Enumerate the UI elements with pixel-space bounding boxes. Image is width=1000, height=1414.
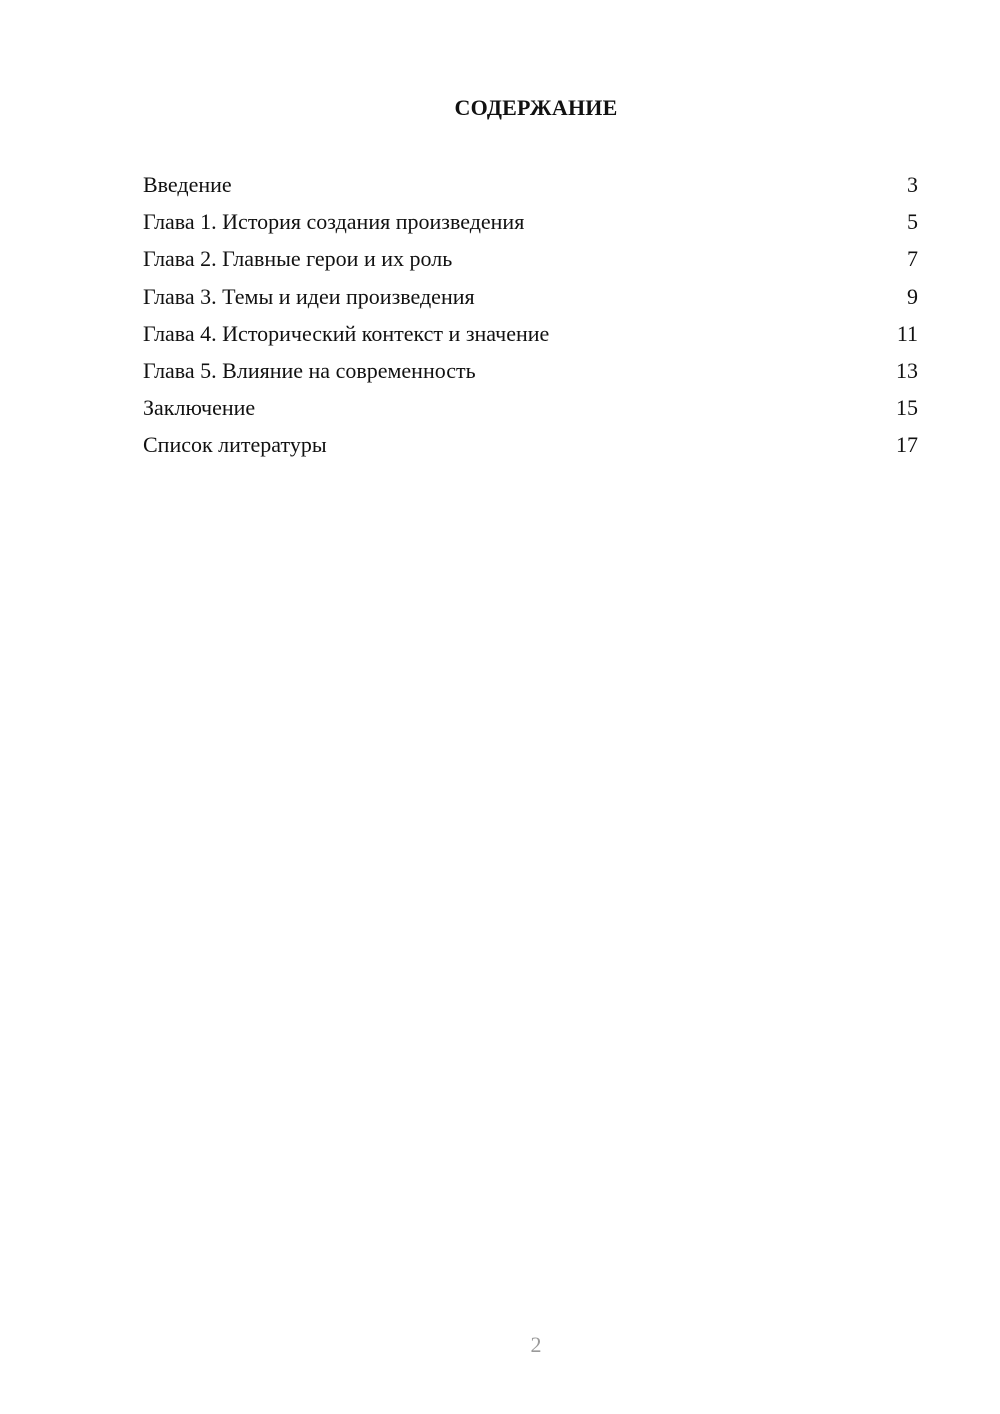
toc-entry-page: 7 bbox=[907, 246, 918, 272]
toc-entry-title: Заключение bbox=[143, 395, 256, 421]
toc-entry-chapter-5 bbox=[143, 356, 918, 393]
toc-entry-title: Глава 4. Исторический контекст и значение bbox=[143, 320, 550, 346]
table-of-contents bbox=[143, 170, 918, 468]
toc-entry-page: 9 bbox=[907, 283, 918, 309]
toc-entry-chapter-2 bbox=[143, 244, 918, 281]
toc-entry-chapter-1 bbox=[143, 207, 918, 244]
toc-entry-page: 5 bbox=[907, 209, 918, 235]
toc-entry-title: Глава 1. История создания произведения bbox=[143, 209, 525, 235]
toc-entry-page: 11 bbox=[896, 320, 918, 346]
toc-entry-bibliography bbox=[143, 430, 918, 467]
toc-entry-title: Введение bbox=[143, 172, 232, 197]
toc-entry-title: Глава 2. Главные герои и их роль bbox=[143, 246, 453, 272]
toc-entry-title: Глава 3. Темы и идеи произведения bbox=[143, 283, 475, 309]
toc-entry-page: 17 bbox=[896, 432, 918, 458]
toc-entry-chapter-3 bbox=[143, 282, 918, 319]
toc-entry-title: Список литературы bbox=[143, 432, 327, 458]
toc-entry-title: Глава 5. Влияние на современность bbox=[143, 357, 476, 383]
toc-entry-conclusion bbox=[143, 393, 918, 430]
toc-entry-page: 13 bbox=[896, 357, 918, 383]
toc-entry-chapter-4 bbox=[143, 319, 918, 356]
page-number: 2 bbox=[530, 1332, 542, 1357]
toc-entry-page: 15 bbox=[896, 395, 918, 421]
toc-entry-introduction bbox=[143, 170, 918, 207]
toc-entry-page: 3 bbox=[907, 172, 918, 197]
page-title: СОДЕРЖАНИЕ bbox=[454, 95, 618, 120]
